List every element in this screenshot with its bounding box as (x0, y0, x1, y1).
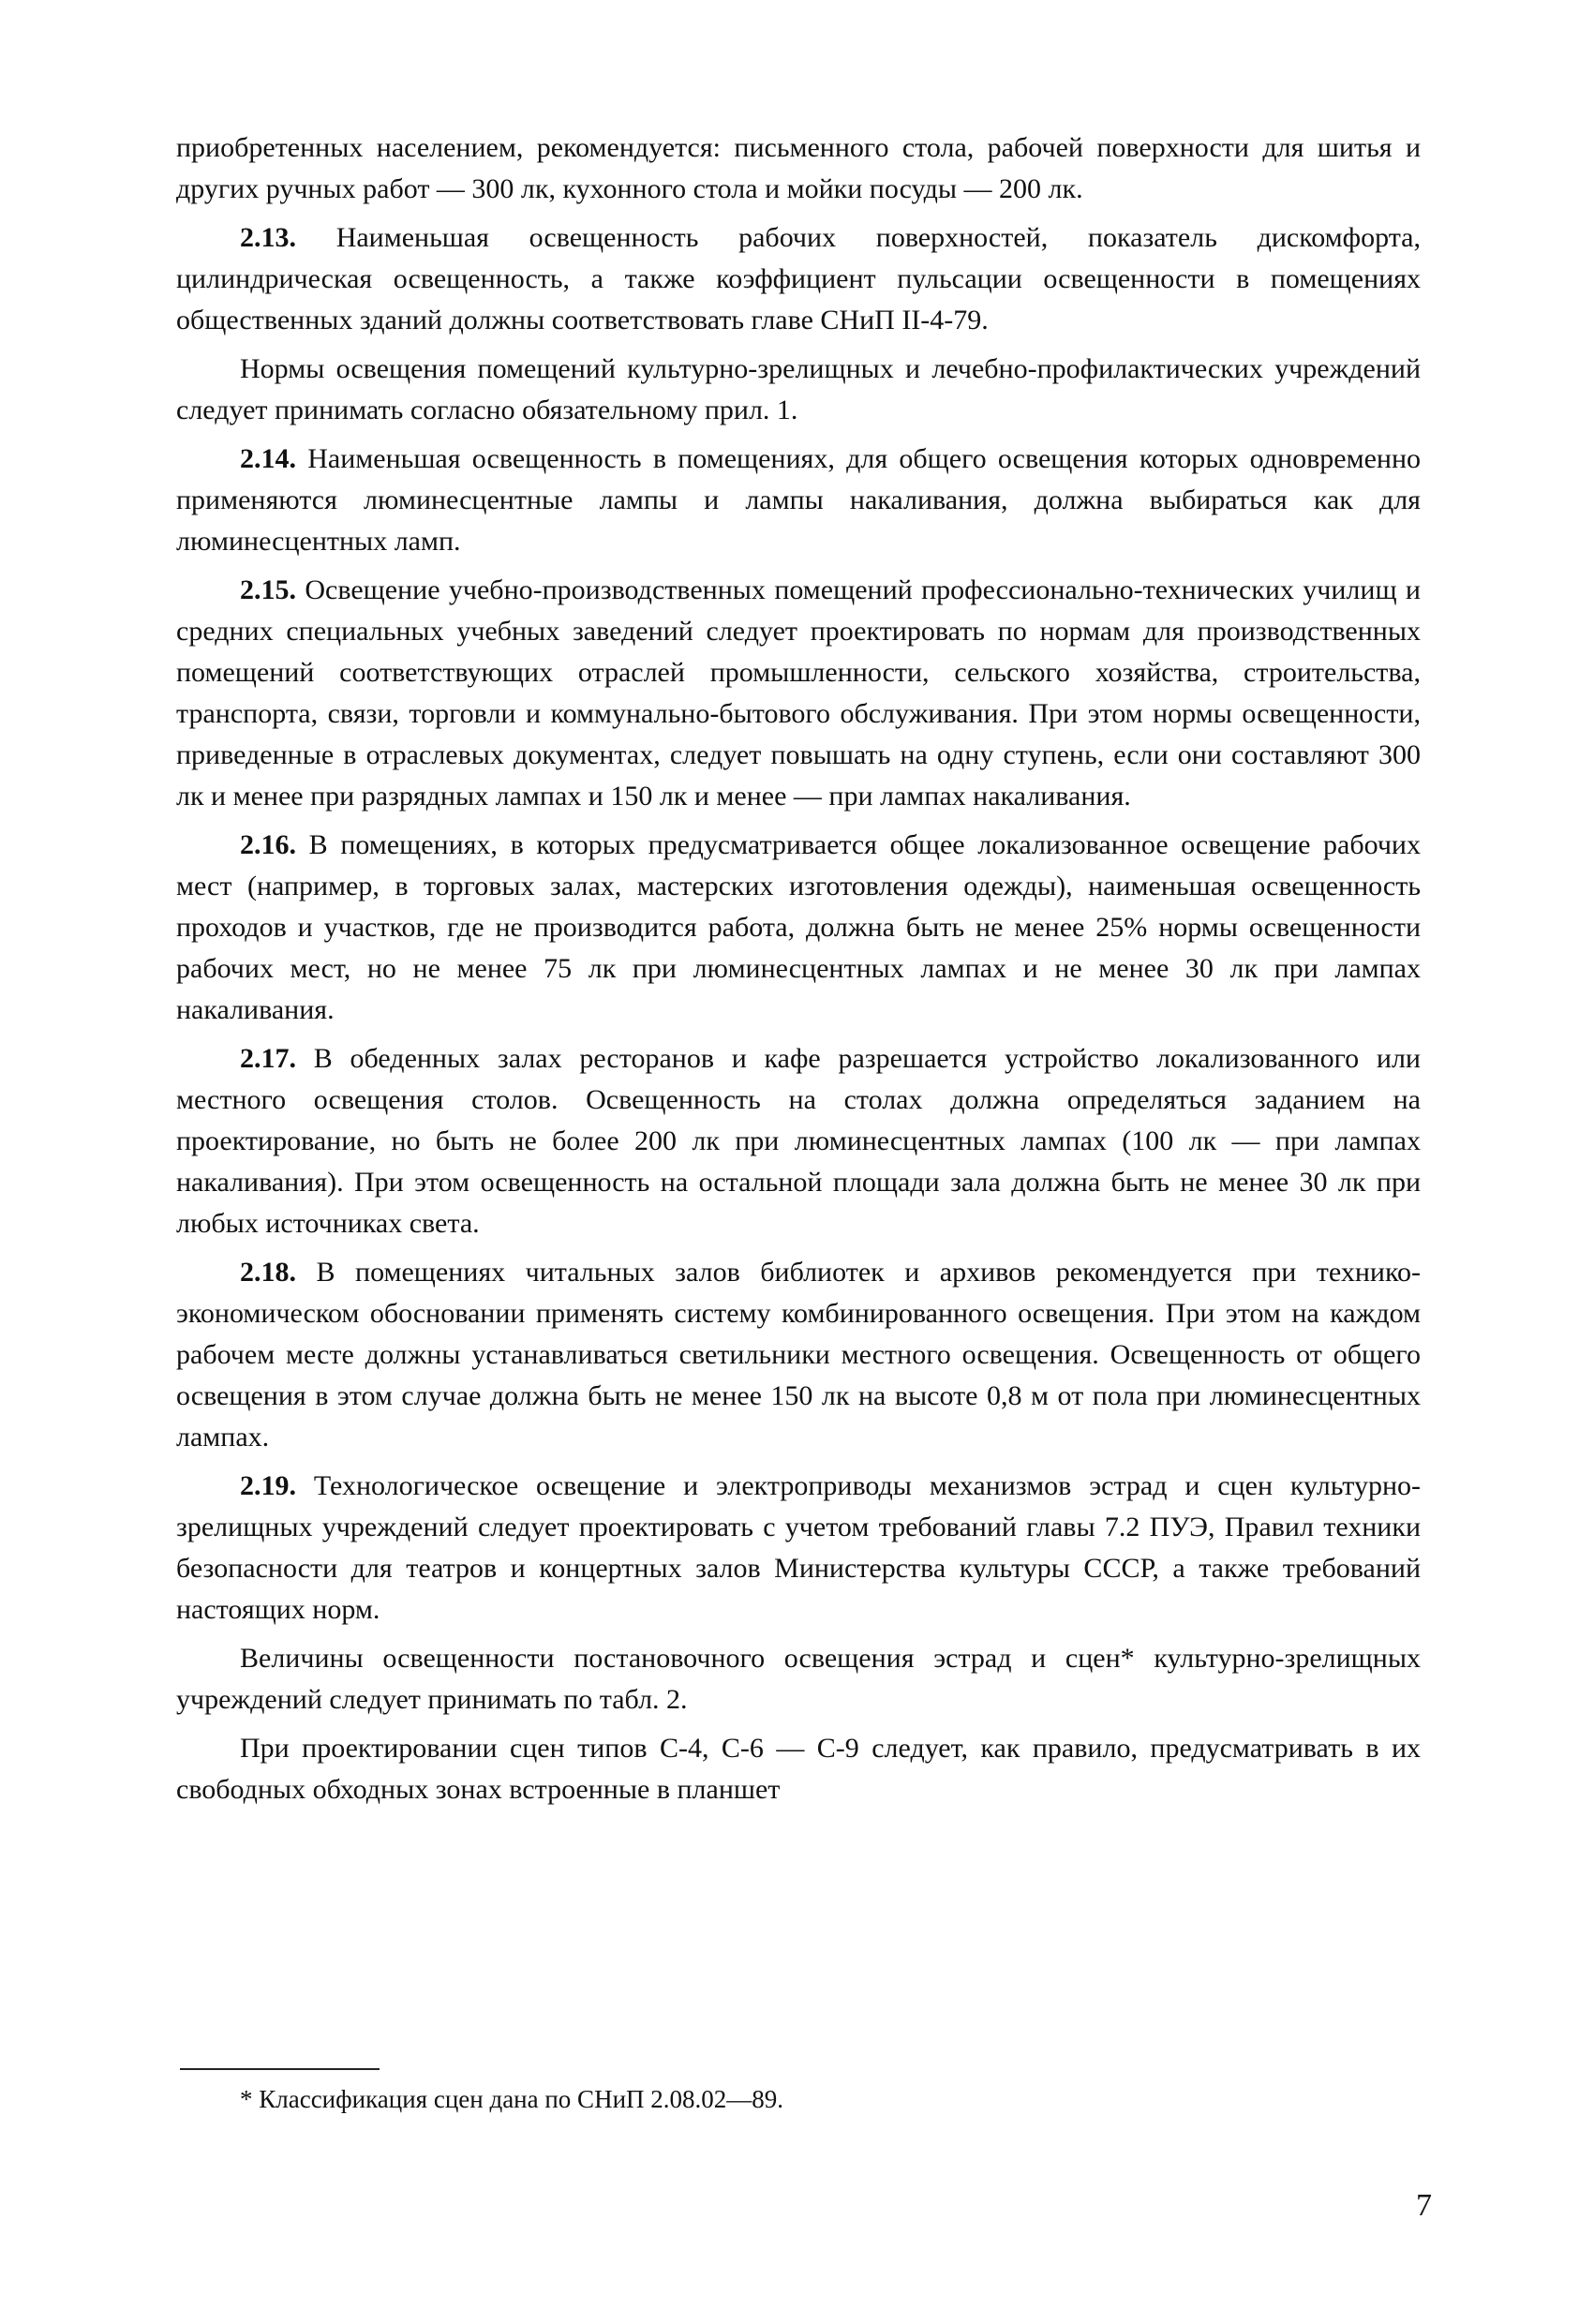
section-number: 2.13. (240, 222, 296, 253)
paragraph-text: В помещениях читальных залов библиотек и архивов рекомендуется при технико-экономическом обосновании применять систему комбинированного освещения. При этом на каждом рабочем месте должны устанавливаться светильники местного освещения. Освещенность от общего освещения в этом случае должна быть не менее 150 лк на высоте 0,8 м от пола при люминесцентных лампах. (176, 1257, 1421, 1452)
paragraph-2-16 (176, 825, 1421, 1031)
section-number: 2.19. (240, 1470, 296, 1501)
footnote: * Классификация сцен дана по СНиП 2.08.02—89. (240, 2085, 784, 2113)
paragraph-lighting-norms (176, 349, 1421, 431)
paragraph-text: Технологическое освещение и электроприводы механизмов эстрад и сцен культурно-зрелищных учреждений следует проектировать с учетом требований главы 7.2 ПУЭ, Правил техники безопасности для театров и концертных залов Министерства культуры СССР, а также требований настоящих норм. (176, 1470, 1421, 1625)
paragraph-text: приобретенных населением, рекомендуется: письменного стола, рабочей поверхности для шитья и других ручных работ — 300 лк, кухонного стола и мойки посуды — 200 лк. (176, 132, 1421, 204)
section-number: 2.18. (240, 1257, 296, 1288)
paragraph-text: Наименьшая освещенность рабочих поверхностей, показатель дискомфорта, цилиндрическая освещенность, а также коэффициент пульсации освещенности в помещениях общественных зданий должны соответствовать главе СНиП II-4-79. (176, 222, 1421, 335)
section-number: 2.17. (240, 1043, 296, 1074)
body-text (176, 127, 1421, 1810)
paragraph-text: В помещениях, в которых предусматривается общее локализованное освещение рабочих мест (например, в торговых залах, мастерских изготовления одежды), наименьшая освещенность проходов и участков, где не производится работа, должна быть не менее 25% нормы освещенности рабочих мест, но не менее 75 лк при люминесцентных лампах и не менее 30 лк при лампах накаливания. (176, 829, 1421, 1025)
paragraph-text: При проектировании сцен типов С-4, С-6 — С-9 следует, как правило, предусматривать в их свободных обходных зонах встроенные в планшет (176, 1733, 1421, 1805)
section-number: 2.14. (240, 443, 296, 474)
section-number: 2.16. (240, 829, 296, 860)
paragraph-text: Величины освещенности постановочного освещения эстрад и сцен* культурно-зрелищных учреждений следует принимать по табл. 2. (176, 1643, 1421, 1715)
paragraph-2-19 (176, 1466, 1421, 1631)
footnote-rule (180, 2068, 380, 2070)
paragraph-2-13 (176, 217, 1421, 341)
section-number: 2.15. (240, 574, 296, 605)
page-number: 7 (1416, 2188, 1432, 2223)
paragraph-text: Нормы освещения помещений культурно-зрелищных и лечебно-профилактических учреждений следует принимать согласно обязательному прил. 1. (176, 353, 1421, 425)
paragraph-2-15 (176, 570, 1421, 817)
paragraph-text: В обеденных залах ресторанов и кафе разрешается устройство локализованного или местного освещения столов. Освещенность на столах должна определяться заданием на проектирование, но быть не более 200 лк при люминесцентных лампах (100 лк — при лампах накаливания). При этом освещенность на остальной площади зала должна быть не менее 30 лк при любых источниках света. (176, 1043, 1421, 1239)
paragraph-text: Наименьшая освещенность в помещениях, для общего освещения которых одновременно применяются люминесцентные лампы и лампы накаливания, должна выбираться как для люминесцентных ламп. (176, 443, 1421, 557)
paragraph-stage-design (176, 1728, 1421, 1810)
paragraph-text: Освещение учебно-производственных помещений профессионально-технических училищ и средних специальных учебных заведений следует проектировать по нормам для производственных помещений соответствующих отраслей промышленности, сельского хозяйства, строительства, транспорта, связи, торговли и коммунально-бытового обслуживания. При этом нормы освещенности, приведенные в отраслевых документах, следует повышать на одну ступень, если они составляют 300 лк и менее при разрядных лампах и 150 лк и менее — при лампах накаливания. (176, 574, 1421, 812)
paragraph-stage-illumination (176, 1638, 1421, 1721)
paragraph-2-14 (176, 439, 1421, 562)
paragraph-continuation (176, 127, 1421, 210)
paragraph-2-17 (176, 1038, 1421, 1244)
paragraph-2-18 (176, 1252, 1421, 1458)
